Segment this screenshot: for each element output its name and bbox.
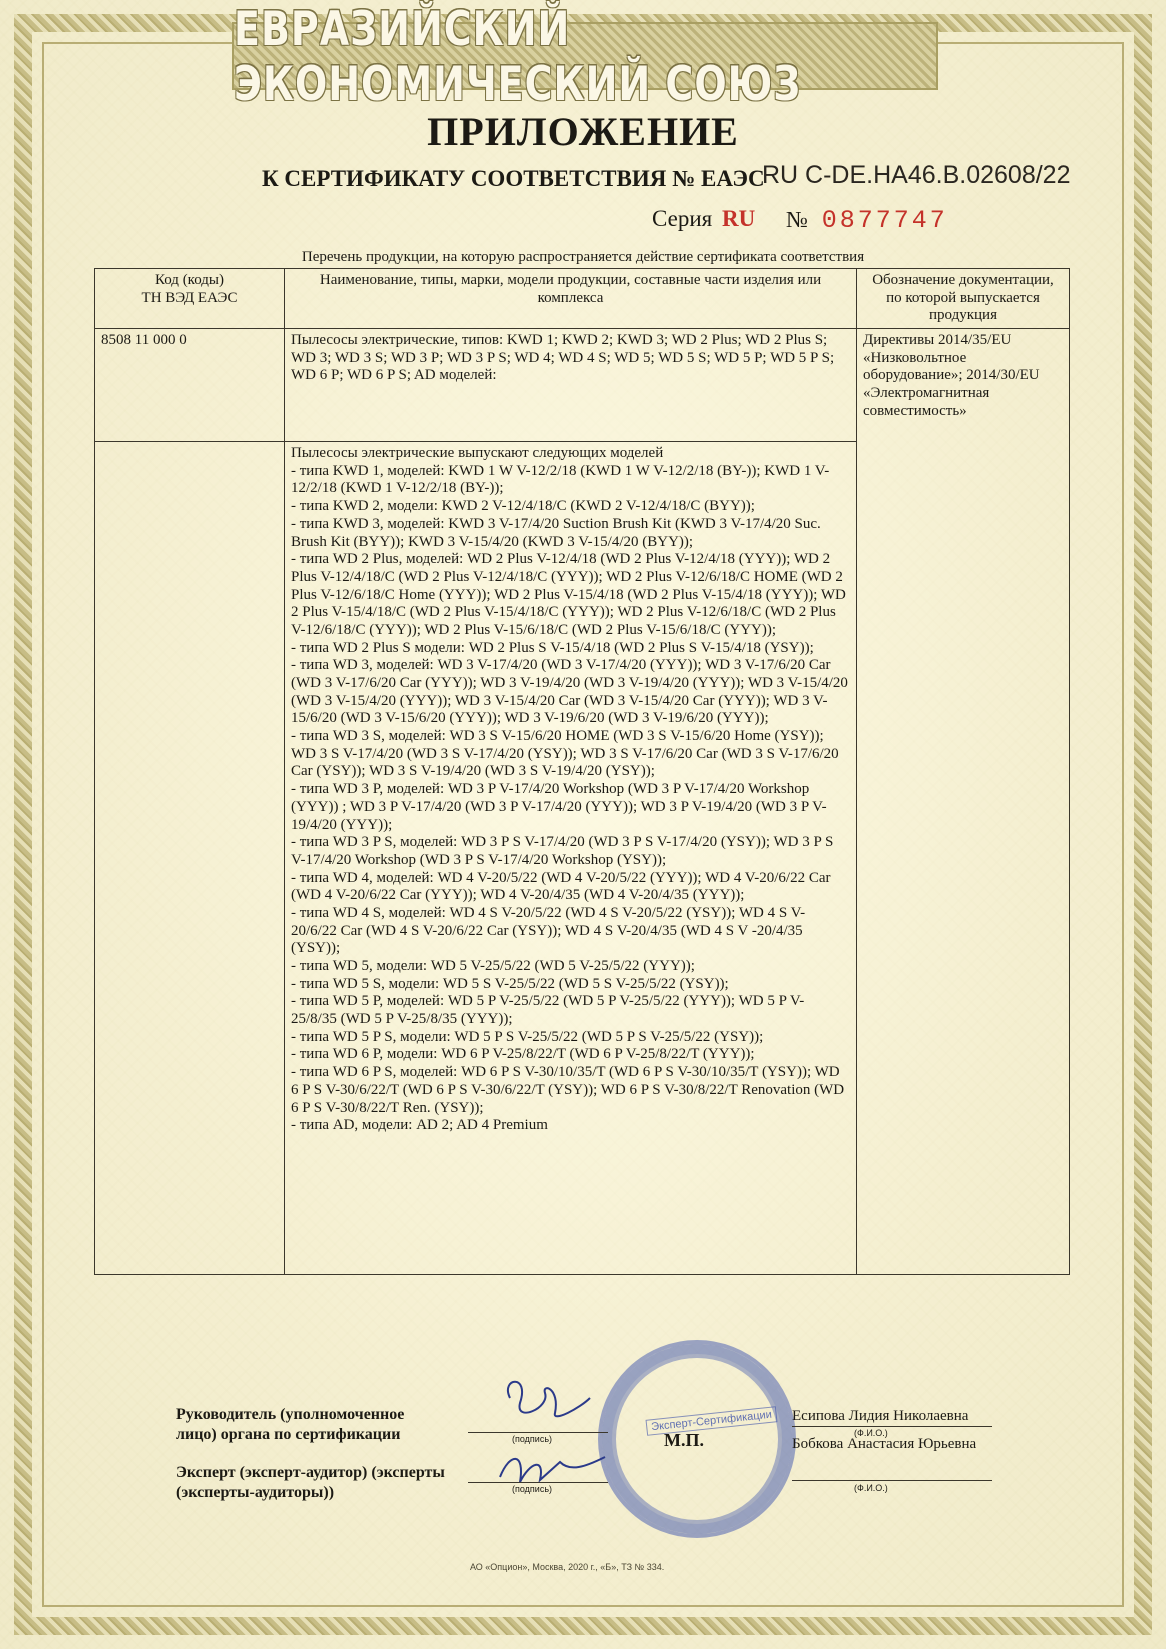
cert-prefix: К СЕРТИФИКАТУ СООТВЕТСТВИЯ № ЕАЭС: [262, 166, 765, 191]
list-item: - типа WD 6 P S, моделей: WD 6 P S V-30/10/35/T (WD 6 P S V-30/10/35/T (YSY)); WD 6 P S V-30/6/22/T (WD 6 P S V-30/6/22/T (YSY)); WD 6 P S V-30/8/22/T Renovation (WD 6 P S V-30/8/22/T Ren. (YSY));: [291, 1064, 845, 1116]
sign-line-1: [468, 1432, 608, 1433]
list-item: - типа KWD 1, моделей: KWD 1 W V-12/2/18 (KWD 1 W V-12/2/18 (BY-)); KWD 1 V-12/2/18 (KWD 1 V-12/2/18 (BY-));: [291, 462, 830, 497]
serial-value: 0877747: [821, 206, 948, 235]
fio-caption-1: (Ф.И.О.): [854, 1428, 888, 1438]
cell-name: Пылесосы электрические, типов: KWD 1; KWD 2; KWD 3; WD 2 Plus; WD 2 Plus S; WD 3; WD 3 S; WD 3 P; WD 3 P S; WD 4; WD 4 S; WD 5; WD 5 S; WD 5 P; WD 5 P S; WD 6 P; WD 6 P S; AD моделей:: [285, 329, 857, 442]
table-header-row: [95, 269, 1070, 329]
list-item: - типа WD 3 S, моделей: WD 3 S V-15/6/20 HOME (WD 3 S V-15/6/20 Home (YSY)); WD 3 S V-17/4/20 (WD 3 S V-17/4/20 (YSY)); WD 3 S V-17/6/20 Car (WD 3 S V-17/6/20 Car (YSY)); WD 3 S V-19/4/20 (WD 3 S V-19/4/20 (YSY));: [291, 728, 839, 780]
list-item: - типа KWD 3, моделей: KWD 3 V-17/4/20 Suction Brush Kit (KWD 3 V-17/4/20 Suc. Brush Kit (BYY)); KWD 3 V-15/4/20 (KWD 3 V-15/4/20 (BYY));: [291, 515, 821, 550]
sign-caption-1: (подпись): [512, 1434, 553, 1444]
cell-code: 8508 11 000 0: [95, 329, 285, 442]
header-code: Код (коды) ТН ВЭД ЕАЭС: [95, 269, 285, 329]
series-label: Серия: [652, 206, 713, 231]
list-item: - типа AD, модели: AD 2; AD 4 Premium: [291, 1117, 548, 1134]
list-item: - типа WD 5, модели: WD 5 V-25/5/22 (WD 5 V-25/5/22 (YYY));: [291, 958, 695, 974]
list-item: - типа WD 3, моделей: WD 3 V-17/4/20 (WD 3 V-17/4/20 (YYY)); WD 3 V-17/6/20 Car (WD 3 V-17/6/20 Car (YYY)); WD 3 V-19/4/20 (WD 3 V-19/4/20 (YYY)); WD 3 V-15/4/20 (WD 3 V-15/4/20 (YYY)); WD 3 V-15/4/20 Car (WD 3 V-15/4/20 Car (YYY)); WD 3 V-15/6/20 (WD 3 V-15/6/20 (YYY)); WD 3 V-19/6/20 (WD 3 V-19/6/20 (YYY));: [291, 657, 848, 727]
fio-line-1: [792, 1426, 992, 1427]
fio-caption-2: (Ф.И.О.): [854, 1483, 888, 1493]
head-name: Есипова Лидия Николаевна: [792, 1408, 969, 1424]
expert-label: Эксперт (эксперт-аудитор) (эксперты (эксперты-аудиторы)): [176, 1464, 445, 1501]
signature-1-icon: [490, 1368, 600, 1438]
header-name: Наименование, типы, марки, модели продукции, составные части изделия или комплекса: [285, 269, 857, 329]
list-item: Пылесосы электрические выпускают следующих моделей: [291, 445, 664, 462]
list-item: - типа WD 2 Plus S модели: WD 2 Plus S V-15/4/18 (WD 2 Plus S V-15/4/18 (YSY));: [291, 639, 814, 656]
table-row: [95, 329, 1070, 442]
header-band: [232, 1, 938, 111]
header-docs: Обозначение документации, по которой выпускается продукция: [857, 269, 1070, 329]
list-item: - типа WD 2 Plus, моделей: WD 2 Plus V-12/4/18 (WD 2 Plus V-12/4/18 (YYY)); WD 2 Plus V-12/4/18/C (WD 2 Plus V-12/4/18/C (YYY)); WD 2 Plus V-12/6/18/C HOME (WD 2 Plus V-12/6/18/C Home (YYY)); WD 2 Plus V-15/4/18 (WD 2 Plus V-15/4/18 (YYY)); WD 2 Plus V-15/4/18/C (WD 2 Plus V-15/4/18/C (YYY)); WD 2 Plus V-12/6/18/C (WD 2 Plus V-12/6/18/C (YYY)); WD 2 Plus V-15/6/18/C (WD 2 Plus V-15/6/18/C (YYY));: [291, 551, 846, 638]
cell-models: [285, 442, 857, 1275]
list-item: - типа WD 5 P S, модели: WD 5 P S V-25/5/22 (WD 5 P S V-25/5/22 (YSY));: [291, 1028, 764, 1045]
list-item: - типа WD 3 P, моделей: WD 3 P V-17/4/20 Workshop (WD 3 P V-17/4/20 Workshop (YYY)) ; WD 3 P V-17/4/20 (WD 3 P V-17/4/20 (YYY)); WD 3 P V-19/4/20 (WD 3 P V-19/4/20 (YYY));: [291, 781, 827, 833]
serial-label: №: [786, 207, 808, 232]
list-item: - типа WD 3 P S, моделей: WD 3 P S V-17/4/20 (WD 3 P S V-17/4/20 (YSY)); WD 3 P S V-17/4/20 Workshop (WD 3 P S V-17/4/20 Workshop (YSY));: [291, 834, 834, 868]
list-item: - типа WD 6 P, модели: WD 6 P V-25/8/22/T (WD 6 P V-25/8/22/T (YYY));: [291, 1046, 755, 1063]
series: [652, 206, 755, 232]
printer-footer: АО «Опцион», Москва, 2020 г., «Б», ТЗ № 334.: [470, 1562, 665, 1572]
cell-code-empty: [95, 442, 285, 1275]
list-item: - типа WD 4 S, моделей: WD 4 S V-20/5/22 (WD 4 S V-20/5/22 (YSY)); WD 4 S V-20/6/22 Car (WD 4 S V-20/6/22 Car (YSY)); WD 4 S V-20/4/35 (WD 4 S V -20/4/35 (YSY));: [291, 904, 806, 957]
union-title: ЕВРАЗИЙСКИЙ ЭКОНОМИЧЕСКИЙ СОЮЗ: [234, 1, 802, 111]
cell-docs: Директивы 2014/35/EU «Низковольтное оборудование»; 2014/30/EU «Электромагнитная совместимость»: [857, 329, 1070, 1275]
expert-name: Бобкова Анастасия Юрьевна: [792, 1436, 977, 1452]
cert-number: RU C-DE.HA46.B.02608/22: [762, 161, 1071, 189]
list-item: - типа KWD 2, модели: KWD 2 V-12/4/18/C (KWD 2 V-12/4/18/C (BYY));: [291, 498, 755, 515]
products-table: [94, 268, 1070, 1275]
fio-line-2: [792, 1480, 992, 1481]
sign-caption-2: (подпись): [512, 1484, 553, 1494]
list-item: - типа WD 5 S, модели: WD 5 S V-25/5/22 (WD 5 S V-25/5/22 (YSY));: [291, 975, 729, 992]
head-label: Руководитель (уполномоченное лицо) органа по сертификации: [176, 1406, 405, 1443]
sign-line-2: [468, 1482, 608, 1483]
series-value: RU: [721, 206, 756, 231]
stamp-label: Эксперт-Сертификации: [646, 1406, 778, 1436]
list-item: - типа WD 5 P, моделей: WD 5 P V-25/5/22 (WD 5 P V-25/5/22 (YYY)); WD 5 P V-25/8/35 (WD 5 P V-25/8/35 (YYY));: [291, 993, 805, 1028]
list-item: - типа WD 4, моделей: WD 4 V-20/5/22 (WD 4 V-20/5/22 (YYY)); WD 4 V-20/6/22 Car (WD 4 V-20/6/22 Car (YYY)); WD 4 V-20/4/35 (WD 4 V-20/4/35 (YYY));: [291, 869, 831, 904]
table-caption: Перечень продукции, на которую распространяется действие сертификата соответствия: [301, 249, 865, 265]
serial: [786, 206, 948, 235]
page-title: ПРИЛОЖЕНИЕ: [427, 109, 739, 154]
seal-mark: М.П.: [664, 1430, 704, 1450]
